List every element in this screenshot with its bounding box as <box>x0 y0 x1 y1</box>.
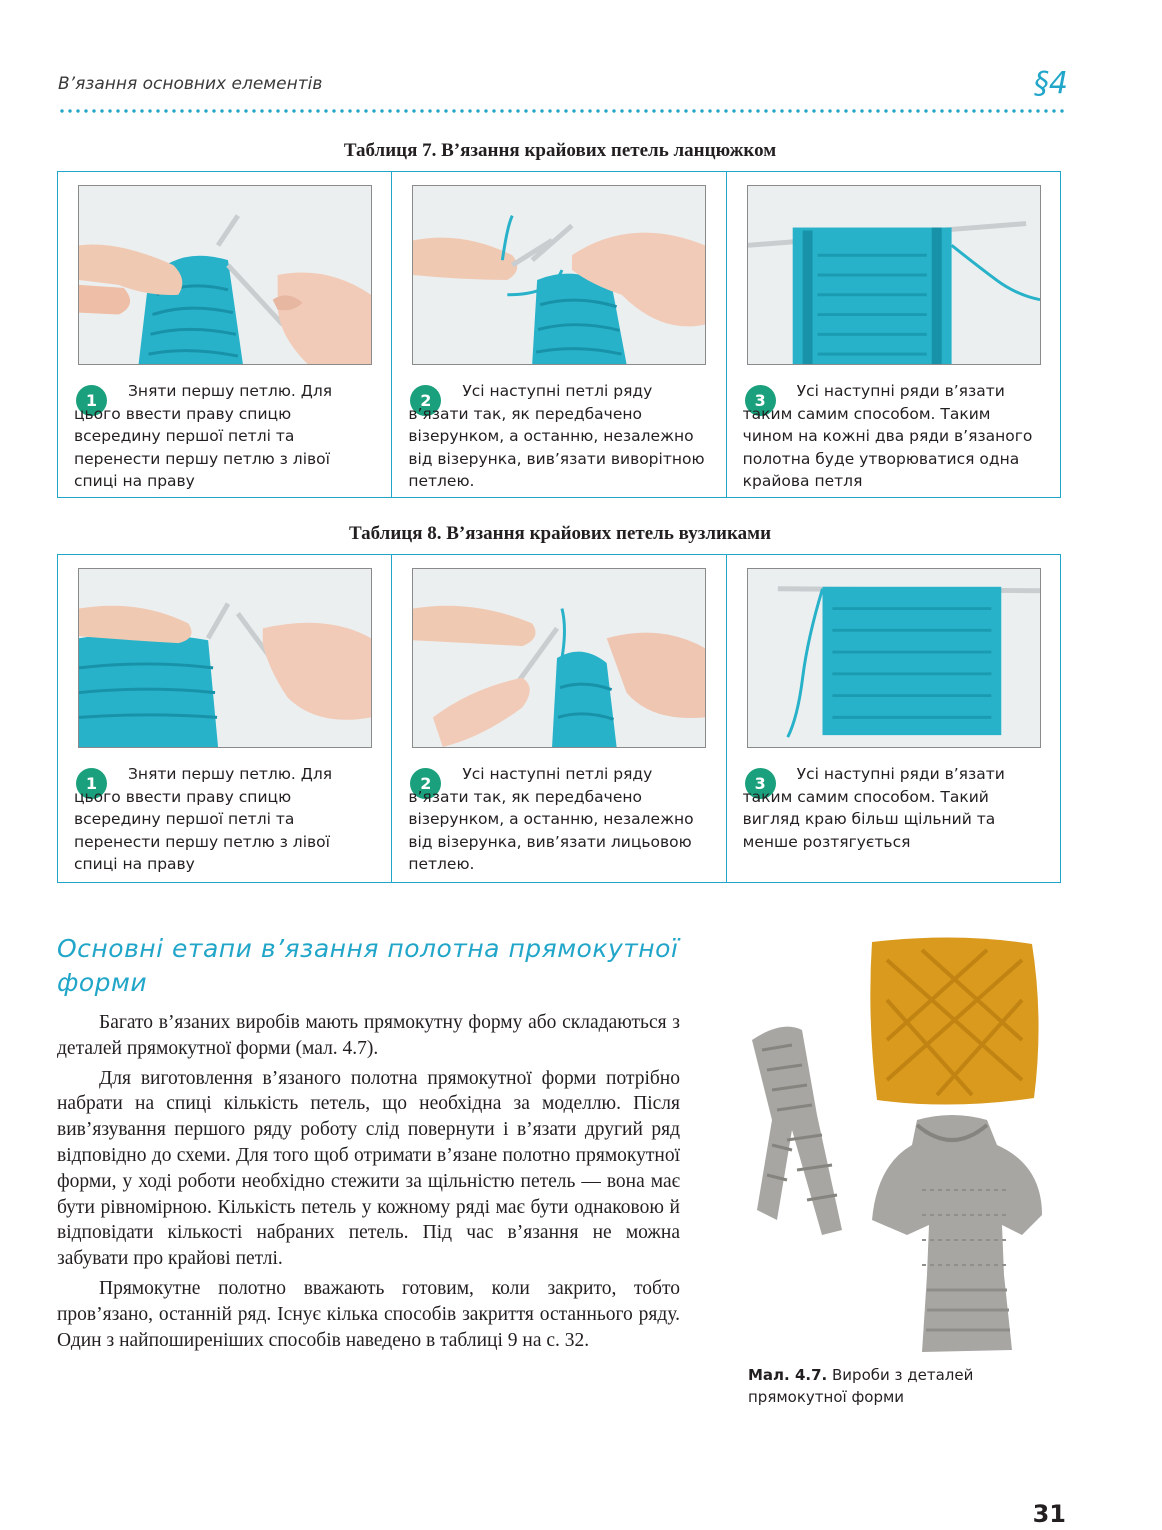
step-badge: 2 <box>410 385 441 416</box>
table-7-step-2 <box>392 172 726 497</box>
step-badge: 3 <box>745 385 776 416</box>
page-number: 31 <box>1032 1500 1066 1528</box>
figure-knitted-items <box>722 930 1062 1360</box>
step-badge: 2 <box>410 768 441 799</box>
step-badge: 3 <box>745 768 776 799</box>
photo-knot-edge-swatch <box>747 568 1041 748</box>
table-8 <box>57 554 1061 883</box>
dotted-divider <box>58 108 1068 114</box>
table-8-step-3 <box>727 555 1060 882</box>
table-7 <box>57 171 1061 498</box>
step-badge: 1 <box>76 768 107 799</box>
photo-hands-knitting-last-stitch <box>412 185 706 365</box>
photo-hands-knitting-last-stitch <box>412 568 706 748</box>
running-title: В’язання основних елементів <box>58 74 323 94</box>
figure-label: Мал. 4.7. <box>748 1366 828 1384</box>
table-8-step-1 <box>58 555 392 882</box>
paragraph: Багато в’язаних виробів мають прямокутну форму або складаються з деталей прямокутної форми (мал. 4.7). <box>57 1012 680 1059</box>
body-text <box>57 1010 680 1357</box>
paragraph: Прямокутне полотно вважають готовим, коли закрито, тобто пров’язано, останній ряд. Існує кілька способів закриття останнього ряду. Один з найпоширеніших способів наведено в таблиці 9 на с. 32. <box>57 1277 680 1351</box>
step-text: Зняти першу петлю. Для цього ввести праву спицю всередину першої петлі та перенести першу петлю з лівої спиці на праву <box>74 382 333 490</box>
section-heading: Основні етапи в’язання полотна прямокутної форми <box>57 934 679 997</box>
photo-hands-slipping-first-stitch <box>78 568 372 748</box>
step-text: Зняти першу петлю. Для цього ввести праву спицю всередину першої петлі та перенести першу петлю з лівої спиці на праву <box>74 765 333 873</box>
table-7-step-3 <box>727 172 1060 497</box>
step-badge: 1 <box>76 385 107 416</box>
figure-caption <box>748 1364 1060 1408</box>
step-text: Усі наступні петлі ряду в’язати так, як передбачено візерунком, а останню, незалежно від візерунка, вив’язати лицьовою петлею. <box>408 765 694 873</box>
table-7-title: Таблиця 7. В’язання крайових петель ланцюжком <box>343 140 777 161</box>
step-text: Усі наступні петлі ряду в’язати так, як передбачено візерунком, а останню, незалежно від візерунка, вив’язати виворітною петлею. <box>408 382 705 490</box>
paragraph: Для виготовлення в’язаного полотна прямокутної форми потрібно набрати на спиці кількість петель, що необхідна за моделлю. Після вив’язування першого ряду роботу слід повернути і в’язати другий ряд відповідно до схеми. Для того щоб отримати в’язане полотно прямокутної форми, у ході роботи необхідно стежити за щільністю петель — вона має бути рівномірною. Кількість петель у кожному ряді має бути однаковою й відповідати кількості набраних петель. Під час в’язання не можна забувати про крайові петлі. <box>57 1067 680 1270</box>
section-number: §4 <box>1033 66 1068 101</box>
photo-chain-edge-swatch <box>747 185 1041 365</box>
step-text: Усі наступні ряди в’язати таким самим способом. Такий вигляд краю більш щільний та менше розтягується <box>742 765 1005 851</box>
table-8-step-2 <box>392 555 726 882</box>
table-8-title: Таблиця 8. В’язання крайових петель вузликами <box>348 523 772 544</box>
table-7-step-1 <box>58 172 392 497</box>
figure-caption-text: Вироби з деталей прямокутної форми <box>748 1366 974 1406</box>
step-text: Усі наступні ряди в’язати таким самим способом. Таким чином на кожні два ряди в’язаного полотна буде утворюватися одна крайова петля <box>742 382 1033 490</box>
photo-hands-slipping-first-stitch <box>78 185 372 365</box>
